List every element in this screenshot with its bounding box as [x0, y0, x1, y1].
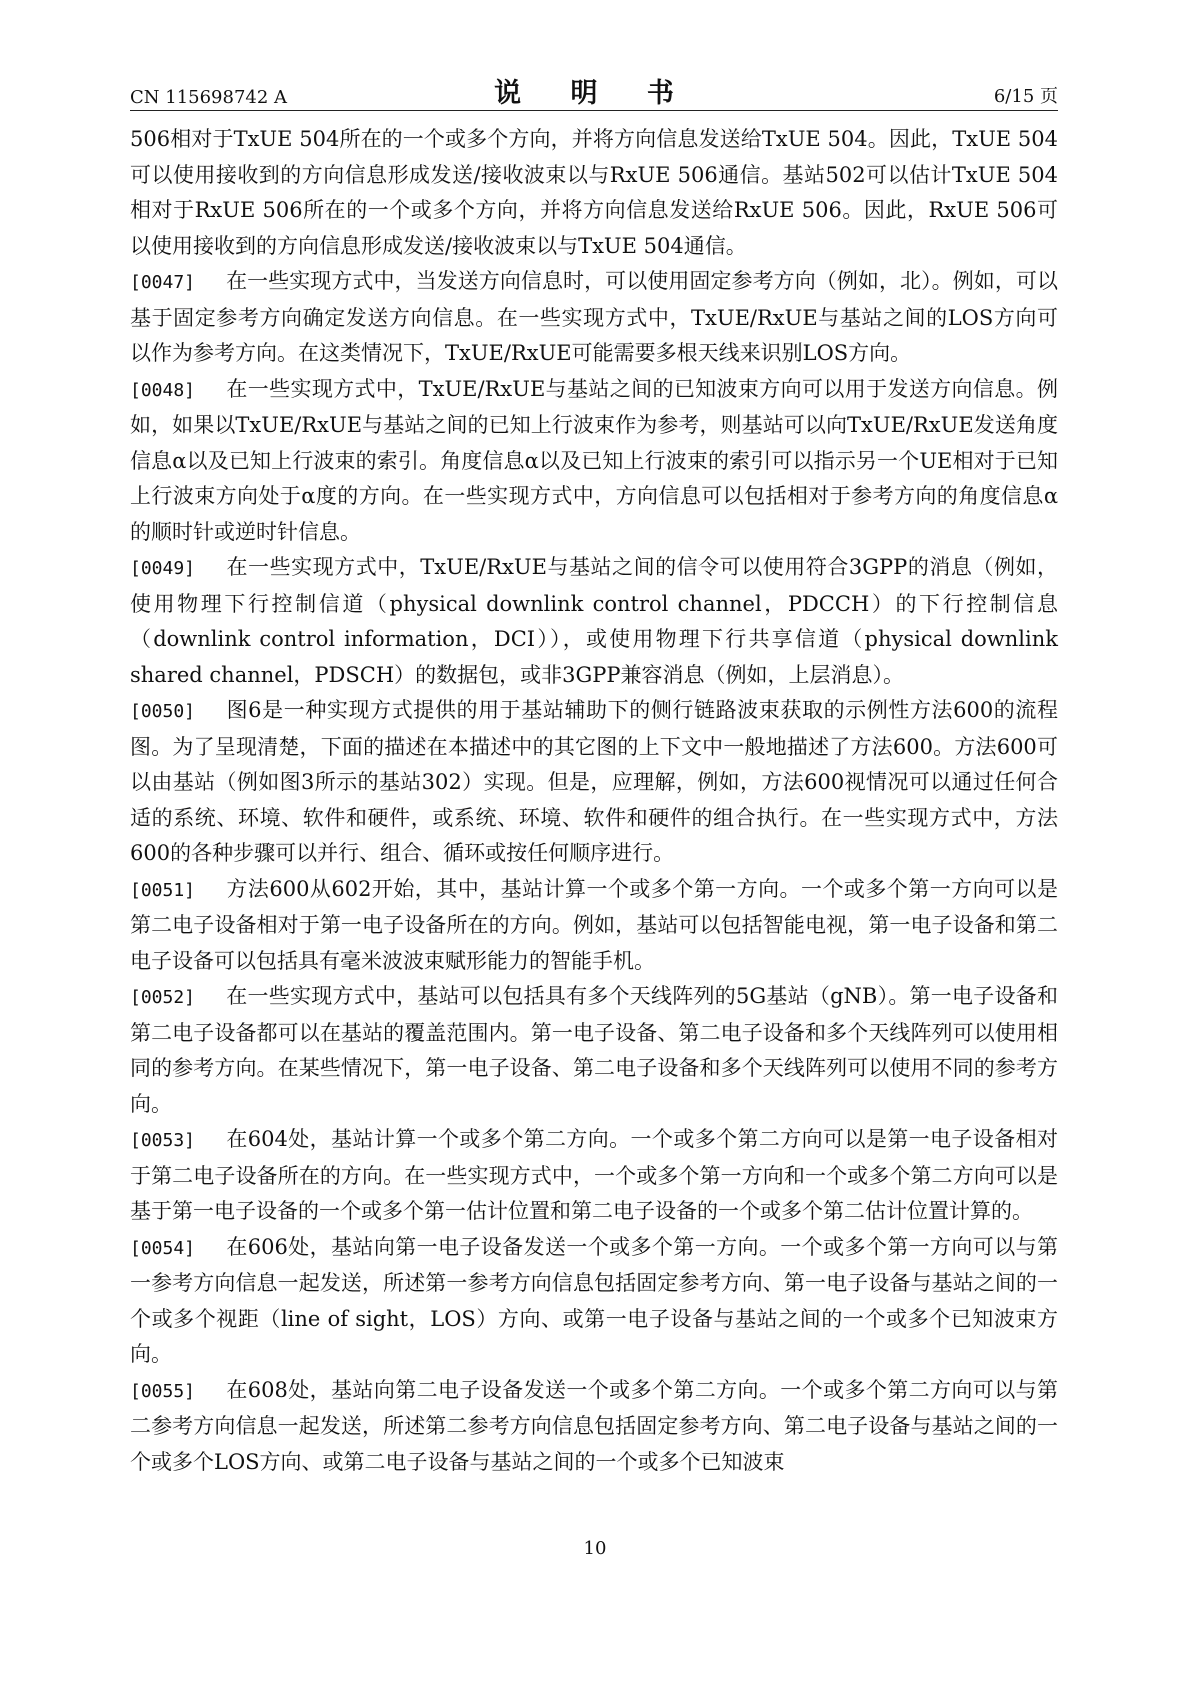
page-header [130, 74, 1058, 110]
paragraph-text: 在604处，基站计算一个或多个第二方向。一个或多个第二方向可以是第一电子设备相对于第二电子设备所在的方向。在一些实现方式中，一个或多个第一方向和一个或多个第二方向可以是基于第一电子设备的一个或多个第一估计位置和第二电子设备的一个或多个第二估计位置计算的。 [130, 1127, 1058, 1223]
paragraph-0047 [130, 264, 1058, 372]
paragraph-0055 [130, 1373, 1058, 1481]
paragraph-text: 在一些实现方式中，TxUE/RxUE与基站之间的已知波束方向可以用于发送方向信息。例如，如果以TxUE/RxUE与基站之间的已知上行波束作为参考，则基站可以向TxUE/RxUE发送角度信息α以及已知上行波束的索引。角度信息α以及已知上行波束的索引可以指示另一个UE相对于已知上行波束方向处于α度的方向。在一些实现方式中，方向信息可以包括相对于参考方向的角度信息α的顺时针或逆时针信息。 [130, 376, 1058, 544]
document-number: CN 115698742 A [130, 87, 288, 108]
paragraph-text: 506相对于TxUE 504所在的一个或多个方向，并将方向信息发送给TxUE 504。因此，TxUE 504可以使用接收到的方向信息形成发送/接收波束以与RxUE 506通信。基站502可以估计TxUE 504相对于RxUE 506所在的一个或多个方向，并将方向信息发送给RxUE 506。因此，RxUE 506可以使用接收到的方向信息形成发送/接收波束以与TxUE 504通信。 [130, 127, 1058, 258]
paragraph-text: 在一些实现方式中，当发送方向信息时，可以使用固定参考方向（例如，北）。例如，可以基于固定参考方向确定发送方向信息。在一些实现方式中，TxUE/RxUE与基站之间的LOS方向可以作为参考方向。在这类情况下，TxUE/RxUE可能需要多根天线来识别LOS方向。 [130, 269, 1058, 365]
paragraph-0048 [130, 372, 1058, 551]
paragraph-0049 [130, 550, 1058, 693]
paragraph-0051 [130, 872, 1058, 980]
paragraph-0054 [130, 1230, 1058, 1373]
paragraph-text: 在608处，基站向第二电子设备发送一个或多个第二方向。一个或多个第二方向可以与第二参考方向信息一起发送，所述第二参考方向信息包括固定参考方向、第二电子设备与基站之间的一个或多个LOS方向、或第二电子设备与基站之间的一个或多个已知波束 [130, 1377, 1058, 1474]
paragraph-number: [0049] [130, 558, 196, 579]
paragraph-number: [0052] [130, 987, 196, 1008]
paragraph-0050 [130, 693, 1058, 872]
description-body [130, 122, 1058, 1480]
paragraph-number: [0050] [130, 701, 196, 722]
paragraph-text: 方法600从602开始，其中，基站计算一个或多个第一方向。一个或多个第一方向可以是第二电子设备相对于第一电子设备所在的方向。例如，基站可以包括智能电视，第一电子设备和第二电子设备可以包括具有毫米波波束赋形能力的智能手机。 [130, 876, 1058, 973]
paragraph-text: 在一些实现方式中，基站可以包括具有多个天线阵列的5G基站（gNB）。第一电子设备和第二电子设备都可以在基站的覆盖范围内。第一电子设备、第二电子设备和多个天线阵列可以使用相同的参考方向。在某些情况下，第一电子设备、第二电子设备和多个天线阵列可以使用不同的参考方向。 [130, 984, 1058, 1116]
paragraph-number: [0054] [130, 1237, 196, 1259]
paragraph-continued [130, 122, 1058, 264]
document-title: 说 明 书 [494, 78, 694, 109]
paragraph-number: [0047] [130, 272, 196, 293]
header-rule [130, 110, 1058, 111]
page-indicator: 6/15 页 [993, 86, 1058, 107]
page-number: 10 [583, 1538, 607, 1559]
paragraph-number: [0051] [130, 879, 196, 901]
paragraph-text: 在606处，基站向第一电子设备发送一个或多个第一方向。一个或多个第一方向可以与第一参考方向信息一起发送，所述第一参考方向信息包括固定参考方向、第一电子设备与基站之间的一个或多个视距（line of sight，LOS）方向、或第一电子设备与基站之间的一个或多个已知波束方向。 [130, 1234, 1058, 1366]
paragraph-text: 图6是一种实现方式提供的用于基站辅助下的侧行链路波束获取的示例性方法600的流程图。为了呈现清楚，下面的描述在本描述中的其它图的上下文中一般地描述了方法600。方法600可以由基站（例如图3所示的基站302）实现。但是，应理解，例如，方法600视情况可以通过任何合适的系统、环境、软件和硬件，或系统、环境、软件和硬件的组合执行。在一些实现方式中，方法600的各种步骤可以并行、组合、循环或按任何顺序进行。 [130, 698, 1058, 865]
paragraph-0053 [130, 1122, 1058, 1230]
paragraph-number: [0048] [130, 379, 196, 401]
paragraph-0052 [130, 979, 1058, 1122]
paragraph-number: [0055] [130, 1380, 196, 1402]
paragraph-number: [0053] [130, 1130, 196, 1151]
paragraph-text: 在一些实现方式中，TxUE/RxUE与基站之间的信令可以使用符合3GPP的消息（例如，使用物理下行控制信道（physical downlink control channel，PDCCH）的下行控制信息（downlink control information，DCI）），或使用物理下行共享信道（physical downlink shared channel，PDSCH）的数据包，或非3GPP兼容消息（例如，上层消息）。 [130, 555, 1058, 687]
